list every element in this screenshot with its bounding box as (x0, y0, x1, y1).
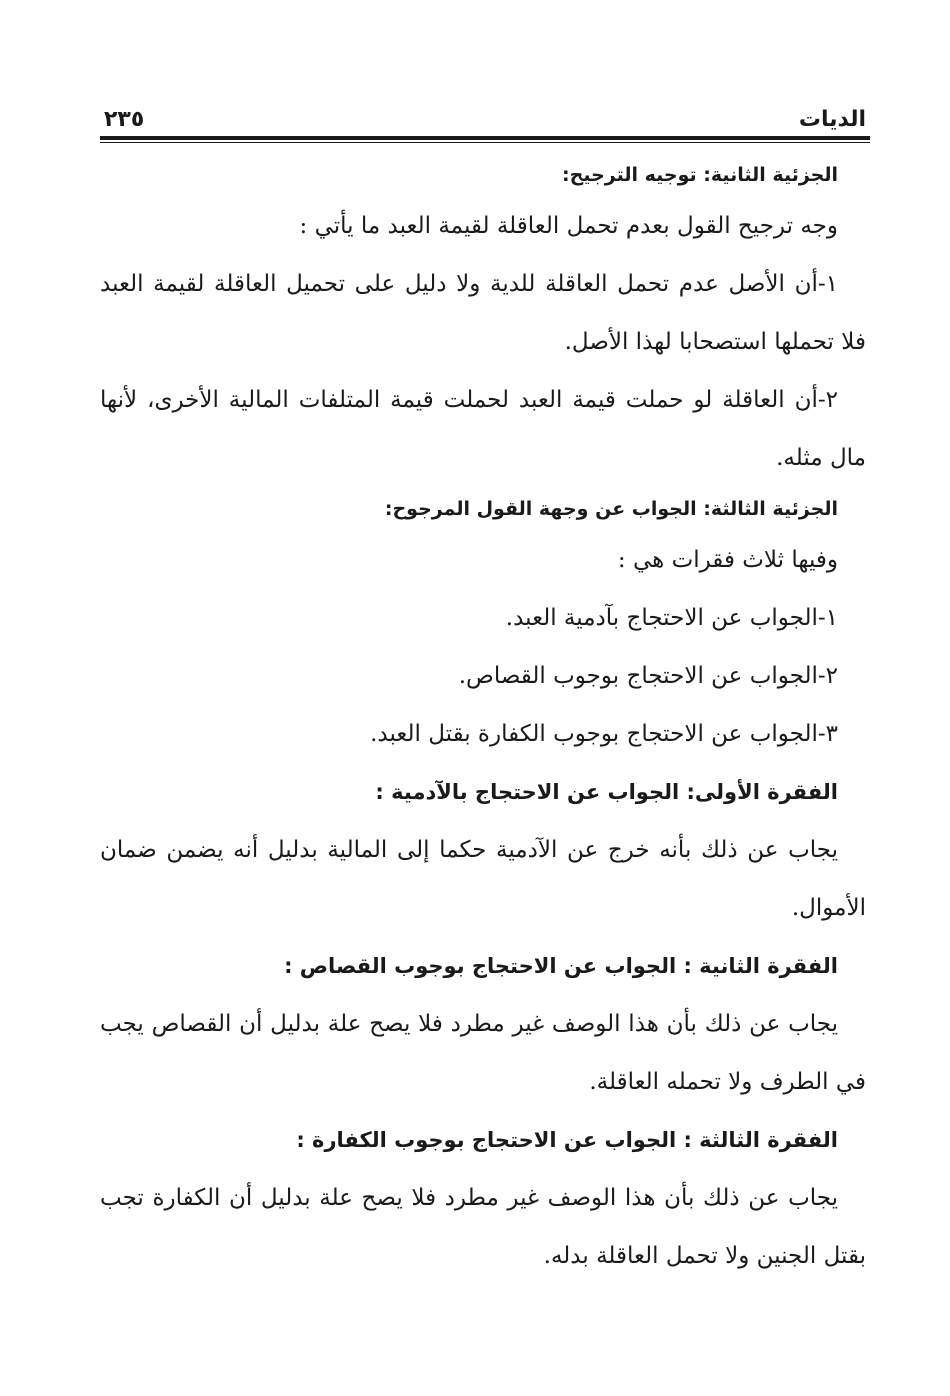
paragraph-three-text: يجاب عن ذلك بأن هذا الوصف غير مطرد فلا يصح علة بدليل أن الكفارة تجب بقتل الجنين ولا تحمل العاقلة بدله. (100, 1185, 866, 1269)
paragraph-two-heading: الفقرة الثانية : الجواب عن الاحتجاج بوجوب القصاص : (284, 954, 838, 978)
list-item: ١-الجواب عن الاحتجاج بآدمية العبد. (505, 605, 838, 631)
header-divider (100, 136, 870, 143)
list-item: ٢-الجواب عن الاحتجاج بوجوب القصاص. (458, 663, 838, 689)
paragraph-one-text: يجاب عن ذلك بأنه خرج عن الآدمية حكما إلى المالية بدليل أنه يضمن ضمان الأموال. (100, 837, 866, 921)
section-heading-second: الجزئية الثانية: توجيه الترجيح: (562, 164, 838, 186)
paragraph-two-text: يجاب عن ذلك بأن هذا الوصف غير مطرد فلا يصح علة بدليل أن القصاص يجب في الطرف ولا تحمله العاقلة. (100, 1011, 866, 1095)
chapter-title: الديات (798, 107, 866, 132)
page-number: ٢٣٥ (104, 107, 145, 132)
paragraph-three-heading: الفقرة الثالثة : الجواب عن الاحتجاج بوجوب الكفارة : (296, 1128, 838, 1152)
running-header (100, 100, 870, 134)
intro-paragraph-third: وفيها ثلاث فقرات هي : (617, 547, 838, 573)
page-body (100, 143, 870, 1285)
reason-two-paragraph: ٢-أن العاقلة لو حملت قيمة العبد لحملت قيمة المتلفات المالية الأخرى، لأنها مال مثله. (100, 387, 866, 471)
list-item: ٣-الجواب عن الاحتجاج بوجوب الكفارة بقتل العبد. (370, 721, 838, 747)
book-page (100, 100, 870, 1285)
reason-one-paragraph: ١-أن الأصل عدم تحمل العاقلة للدية ولا دليل على تحميل العاقلة لقيمة العبد فلا تحملها استصحابا لهذا الأصل. (100, 271, 866, 355)
intro-paragraph-second: وجه ترجيح القول بعدم تحمل العاقلة لقيمة العبد ما يأتي : (299, 213, 838, 239)
section-heading-third: الجزئية الثالثة: الجواب عن وجهة القول المرجوح: (384, 498, 838, 520)
paragraph-one-heading: الفقرة الأولى: الجواب عن الاحتجاج بالآدمية : (375, 780, 838, 804)
